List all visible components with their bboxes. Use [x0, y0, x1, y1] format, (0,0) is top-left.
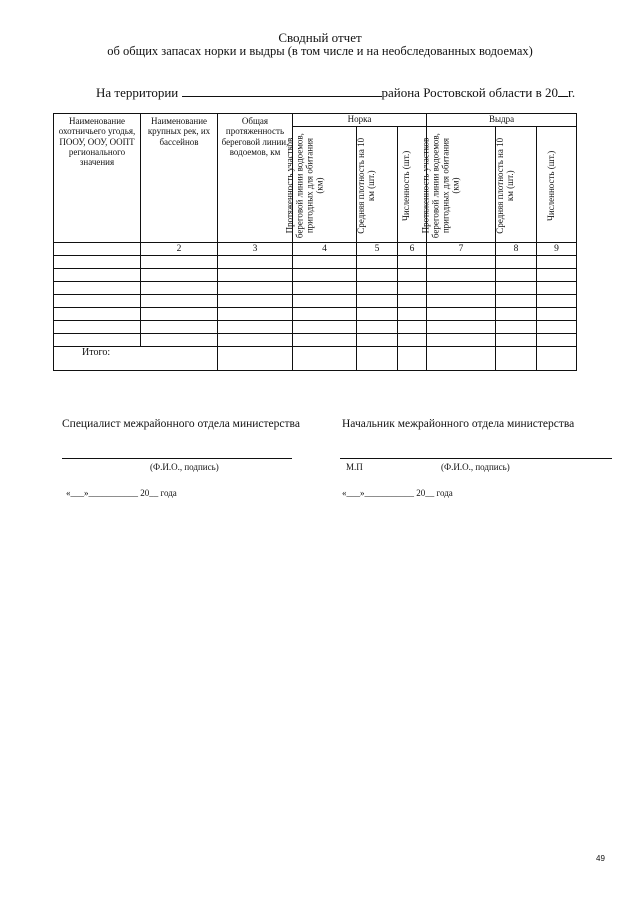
- table-cell[interactable]: [357, 334, 398, 347]
- table-cell[interactable]: [398, 308, 427, 321]
- table-row: [54, 269, 577, 282]
- header-mink-density: Средняя плотность на 10 км (шт.): [357, 127, 398, 243]
- table-cell[interactable]: [537, 347, 577, 371]
- col-number: 4: [293, 243, 357, 256]
- year-blank-field: [558, 84, 568, 97]
- territory-prefix: На территории: [96, 85, 179, 100]
- table-cell[interactable]: [54, 334, 141, 347]
- table-cell[interactable]: [427, 334, 496, 347]
- table-cell[interactable]: [496, 321, 537, 334]
- col-number: 2: [141, 243, 218, 256]
- table-cell[interactable]: [537, 256, 577, 269]
- report-table: [53, 113, 577, 371]
- table-cell[interactable]: [218, 347, 293, 371]
- table-cell[interactable]: [54, 282, 141, 295]
- table-cell[interactable]: [293, 334, 357, 347]
- table-cell[interactable]: [357, 256, 398, 269]
- table-cell[interactable]: [218, 295, 293, 308]
- right-fio-caption: (Ф.И.О., подпись): [441, 462, 510, 472]
- table-cell[interactable]: [537, 321, 577, 334]
- table-cell[interactable]: [54, 321, 141, 334]
- table-cell[interactable]: [293, 347, 357, 371]
- total-row: [54, 347, 577, 371]
- table-cell[interactable]: [398, 282, 427, 295]
- table-row: [54, 308, 577, 321]
- header-otter: Выдра: [427, 114, 577, 127]
- table-row: [54, 282, 577, 295]
- table-cell[interactable]: [537, 334, 577, 347]
- table-cell[interactable]: [293, 256, 357, 269]
- table-cell[interactable]: [537, 282, 577, 295]
- col-number: 8: [496, 243, 537, 256]
- table-cell[interactable]: [427, 308, 496, 321]
- table-cell[interactable]: [141, 269, 218, 282]
- table-cell[interactable]: [427, 321, 496, 334]
- table-cell[interactable]: [496, 269, 537, 282]
- table-cell[interactable]: [54, 308, 141, 321]
- table-cell[interactable]: [218, 256, 293, 269]
- table-cell[interactable]: [427, 347, 496, 371]
- table-cell[interactable]: [357, 295, 398, 308]
- table-row: [54, 334, 577, 347]
- table-cell[interactable]: [398, 269, 427, 282]
- header-hunting-ground: Наименование охотничьего угодья, ПООУ, ООУ, ООПТ регионального значения: [54, 114, 141, 243]
- table-cell[interactable]: [141, 295, 218, 308]
- table-row: [54, 321, 577, 334]
- table-cell[interactable]: [54, 295, 141, 308]
- report-title: Сводный отчет: [278, 30, 362, 45]
- table-cell[interactable]: [293, 308, 357, 321]
- table-cell[interactable]: [496, 334, 537, 347]
- table-cell[interactable]: [398, 334, 427, 347]
- header-otter-density: Средняя плотность на 10 км (шт.): [496, 127, 537, 243]
- col-number: [54, 243, 141, 256]
- territory-line: [96, 84, 575, 101]
- table-cell[interactable]: [537, 269, 577, 282]
- right-signature-line: [340, 458, 612, 459]
- table-cell[interactable]: [357, 321, 398, 334]
- table-cell[interactable]: [218, 269, 293, 282]
- table-row: [54, 295, 577, 308]
- col-number: 3: [218, 243, 293, 256]
- table-cell[interactable]: [54, 269, 141, 282]
- table-cell[interactable]: [398, 321, 427, 334]
- total-label: Итого:: [54, 347, 218, 371]
- col-number: 9: [537, 243, 577, 256]
- table-cell[interactable]: [496, 282, 537, 295]
- stamp-label: М.П: [346, 462, 363, 472]
- left-signature-line: [62, 458, 292, 459]
- header-mink-length: Протяженность участков береговой линии водоемов, пригодных для обитания (км): [293, 127, 357, 243]
- table-cell[interactable]: [496, 308, 537, 321]
- left-signature-title: Специалист межрайонного отдела министерства: [62, 418, 300, 430]
- table-cell[interactable]: [398, 256, 427, 269]
- header-rivers: Наименование крупных рек, их бассейнов: [141, 114, 218, 243]
- table-cell[interactable]: [537, 295, 577, 308]
- col-number: 5: [357, 243, 398, 256]
- table-cell[interactable]: [218, 282, 293, 295]
- header-total-length: Общая протяженность береговой линии, водоемов, км: [218, 114, 293, 243]
- table-cell[interactable]: [293, 282, 357, 295]
- table-cell[interactable]: [218, 308, 293, 321]
- left-date-line: «___»___________ 20__ года: [66, 488, 177, 498]
- right-signature-title: Начальник межрайонного отдела министерства: [342, 418, 575, 430]
- table-cell[interactable]: [218, 334, 293, 347]
- table-cell[interactable]: [357, 308, 398, 321]
- table-cell[interactable]: [293, 269, 357, 282]
- left-fio-caption: (Ф.И.О., подпись): [150, 462, 219, 472]
- header-otter-length: Протяженность участков береговой линии водоемов, пригодных для обитания (км): [427, 127, 496, 243]
- col-number: 6: [398, 243, 427, 256]
- table-cell[interactable]: [141, 308, 218, 321]
- table-cell[interactable]: [427, 269, 496, 282]
- page-number: 49: [596, 854, 605, 863]
- table-row: [54, 256, 577, 269]
- table-cell[interactable]: [398, 295, 427, 308]
- table-cell[interactable]: [357, 347, 398, 371]
- header-mink-count: Численность (шт.): [398, 127, 427, 243]
- table-cell[interactable]: [141, 282, 218, 295]
- territory-blank-field: [182, 84, 382, 97]
- table-cell[interactable]: [398, 347, 427, 371]
- table-cell[interactable]: [141, 256, 218, 269]
- header-otter-count: Численность (шт.): [537, 127, 577, 243]
- territory-suffix: района Ростовской области в 20: [381, 85, 559, 100]
- right-date-line: «___»___________ 20__ года: [342, 488, 453, 498]
- col-number: 7: [427, 243, 496, 256]
- column-numbers-row: [54, 243, 577, 256]
- table-cell[interactable]: [427, 295, 496, 308]
- territory-year-suffix: г.: [568, 85, 576, 100]
- table-cell[interactable]: [357, 282, 398, 295]
- table-cell[interactable]: [496, 256, 537, 269]
- table-cell[interactable]: [218, 321, 293, 334]
- table-cell[interactable]: [427, 256, 496, 269]
- table-cell[interactable]: [293, 295, 357, 308]
- report-subtitle: об общих запасах норки и выдры (в том числе и на необследованных водоемах): [107, 44, 533, 58]
- table-cell[interactable]: [496, 295, 537, 308]
- table-cell[interactable]: [496, 347, 537, 371]
- header-mink: Норка: [293, 114, 427, 127]
- table-cell[interactable]: [427, 282, 496, 295]
- table-cell[interactable]: [293, 321, 357, 334]
- table-cell[interactable]: [54, 256, 141, 269]
- table-cell[interactable]: [141, 334, 218, 347]
- table-cell[interactable]: [357, 269, 398, 282]
- table-cell[interactable]: [537, 308, 577, 321]
- table-cell[interactable]: [141, 321, 218, 334]
